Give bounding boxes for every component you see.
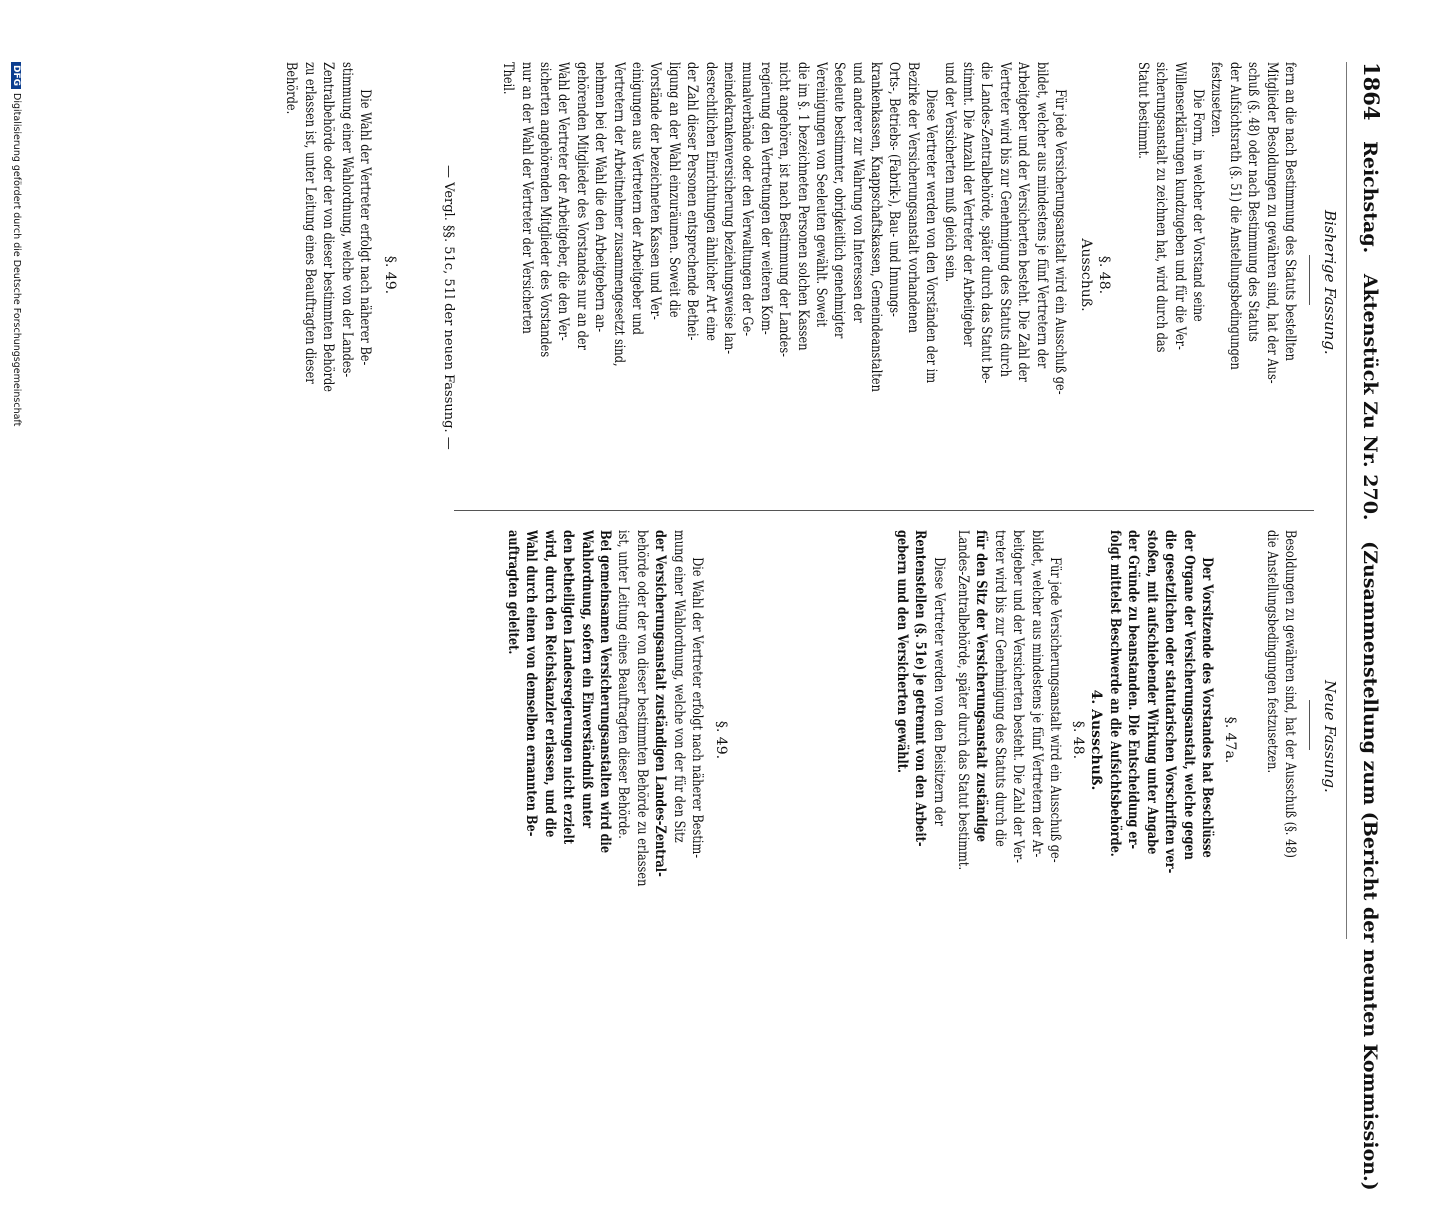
header-part: Reichstag.	[1359, 141, 1381, 254]
text-line: Mitglieder Besoldungen zu gewähren sind, hat der Aus-	[1263, 62, 1280, 384]
text-line: desrechtlichen Einrichtungen ähnlicher Art eine	[702, 62, 719, 341]
text-line: Diese Vertreter werden von den Vorständen der im	[923, 89, 940, 384]
right-column-title: Neue Fassung.	[1321, 680, 1339, 793]
text-line: für den Sitz der Versicherungsanstalt zuständige	[973, 530, 990, 842]
right-section-48-number: §. 48.	[1070, 720, 1086, 760]
text-line: Der Vorsitzende des Vorstandes hat Beschlüsse	[1199, 557, 1215, 858]
header-part: (Zusammenstellung zum (Bericht der neunten Kommission.)	[1359, 541, 1381, 1191]
text-line: nicht angehören, ist nach Bestimmung der Landes-	[776, 62, 793, 357]
text-line: Für jede Versicherungsanstalt wird ein Ausschuß ge-	[1052, 89, 1068, 395]
text-line: krankenkassen, Knappschaftskassen, Gemeindeanstalten	[868, 62, 885, 392]
text-line: auftragten geleitet.	[505, 530, 522, 655]
text-line: den betheiligten Landesregierungen nicht erzielt	[560, 530, 577, 845]
text-line: stimmt. Die Anzahl der Vertreter der Arbeitgeber	[960, 62, 977, 347]
right-title-rule	[1309, 700, 1310, 750]
right-section-48-text	[892, 530, 1064, 950]
text-line: regierung den Vertretungen der weiteren Kom-	[757, 62, 774, 335]
right-section-47a-text	[1106, 530, 1216, 950]
left-section-49-text	[282, 62, 374, 482]
text-line: ist, unter Leitung eines Beauftragten dieser Behörde.	[615, 530, 632, 839]
column-divider	[454, 510, 1314, 511]
text-line: munalverbände oder den Verwaltungen der Ge-	[739, 62, 756, 337]
text-line: der Versicherungsanstalt zuständigen Landes-Zentral-	[652, 530, 669, 877]
text-line: fern an die nach Bestimmung des Statuts bestellten	[1282, 62, 1298, 361]
text-line: nur an der Wahl der Vertreter der Versicherten	[518, 62, 535, 334]
text-line: Bei gemeinsamen Versicherungsanstalten wird die	[597, 530, 614, 854]
text-line: Vorstände der bezeichneten Kassen und Ver-	[647, 62, 664, 320]
text-line: Wahlordnung, sofern ein Einverständniß unter	[578, 530, 595, 829]
text-line: Zentralbehörde oder der von dieser bestimmten Behörde	[320, 62, 337, 392]
text-line: Arbeitgeber und der Versicherten besteht. Die Zahl der	[1015, 62, 1032, 382]
left-section-48-reference: — Vergl. §§. 51c, 51l der neuen Fassung. —	[441, 165, 456, 450]
text-line: gehörenden Mitglieder des Vorstandes nur an der	[573, 62, 590, 350]
left-section-48-title: Ausschuß.	[1078, 238, 1094, 312]
left-section-48-number: §. 48.	[1096, 255, 1112, 295]
header-part: Aktenstück Zu Nr. 270.	[1359, 273, 1381, 521]
digitization-credit	[11, 62, 22, 962]
text-line: treter wird bis zur Genehmigung des Statuts durch die	[991, 530, 1008, 847]
text-line: meindekrankenversicherung beziehungsweise lan-	[720, 62, 737, 355]
text-line: die im §. 1 bezeichneten Personen solchen Kassen	[794, 62, 811, 351]
text-line: sicherten angehörenden Mitglieder des Vorstandes	[537, 62, 554, 358]
text-line: behörde oder der von dieser bestimmten Behörde zu erlassen	[633, 530, 650, 887]
text-line: Orts-, Betriebs- (Fabrik-), Bau- und Innungs-	[886, 62, 903, 317]
text-line: Wahl der Vertreter der Arbeitgeber, die den Ver-	[555, 62, 572, 341]
text-line: Vertreter wird bis zur Genehmigung des Statuts durch	[996, 62, 1013, 377]
text-line: einigungen aus Vertretern der Arbeitgeber und	[629, 62, 646, 335]
right-intro	[1262, 530, 1299, 950]
text-line: zu erlassen ist, unter Leitung eines Beauftragten dieser	[301, 62, 318, 384]
text-line: beitgeber und der Versicherten besteht. Die Zahl der Ver-	[1010, 530, 1027, 864]
credit-text: Digitalisierung gefördert durch die Deutsche Forschungsgemeinschaft	[11, 93, 22, 427]
text-line: stimmung einer Wahlordnung, welche von der Landes-	[338, 62, 355, 378]
text-line: der Aufsichtsrath (§. 51) die Anstellungsbedingungen	[1226, 62, 1243, 370]
text-line: Diese Vertreter werden von den Beisitzern der	[930, 557, 947, 827]
text-line: Seeleute bestimmter, obrigkeitlich genehmigter	[831, 62, 848, 339]
text-line: ligung an der Wahl einzuräumen. Soweit die	[665, 62, 682, 318]
text-line: Willenserklärungen kundzugeben und für die Ver-	[1171, 62, 1188, 350]
dfg-logo-badge: DFG	[11, 62, 21, 89]
text-line: und anderer zur Wahrung von Interessen der	[849, 62, 866, 323]
page-number: 1864	[1359, 62, 1384, 121]
right-section-49-text	[504, 530, 706, 950]
text-line: Landes-Zentralbehörde, später durch das Statut bestimmt.	[955, 530, 972, 871]
text-line: festzusetzen.	[1208, 62, 1225, 138]
page-header	[1354, 62, 1384, 1191]
header-rule	[1346, 62, 1347, 939]
left-section-49-number: §. 49.	[382, 255, 398, 295]
text-line: die gesetzlichen oder statutarischen Vorschriften ver-	[1162, 530, 1179, 874]
text-line: Für jede Versicherungsanstalt wird ein Ausschuß ge-	[1047, 557, 1063, 863]
right-section-48-heading: 4. Ausschuß.	[1088, 689, 1104, 791]
left-intro	[1133, 62, 1299, 482]
text-line: mung einer Wahlordnung, welche von der für den Sitz	[670, 530, 687, 843]
right-section-49-number: §. 49.	[713, 720, 729, 760]
text-line: Theil.	[500, 62, 517, 95]
text-line: Rentenstellen (§. 51e) je getrennt von den Arbeit-	[912, 530, 929, 847]
text-line: die Anstellungsbedingungen festzusetzen.	[1263, 530, 1280, 774]
right-section-47a-number: §. 47a.	[1222, 716, 1238, 764]
text-line: Bezirke der Versicherungsanstalt vorhandenen	[904, 62, 921, 333]
text-line: der Zahl dieser Personen entsprechende Bethei-	[684, 62, 701, 341]
text-line: schuß (§. 48) oder nach Bestimmung des Statuts	[1245, 62, 1262, 342]
text-line: Die Wahl der Vertreter erfolgt nach näherer Be-	[357, 89, 373, 366]
text-line: sicherungsanstalt zu zeichnen hat, wird durch das	[1153, 62, 1170, 353]
text-line: stoßen, mit aufschiebender Wirkung unter Angabe	[1143, 530, 1160, 855]
text-line: bildet, welcher aus mindestens je fünf Vertretern der Ar-	[1028, 530, 1045, 858]
text-line: nehmen bei der Wahl die den Arbeitgebern an-	[592, 62, 609, 333]
text-line: Die Form, in welcher der Vorstand seine	[1190, 89, 1207, 322]
text-line: Vertretern der Arbeitnehmer zusammengesetzt sind,	[610, 62, 627, 367]
text-line: und der Versicherten muß gleich sein.	[941, 62, 958, 283]
text-line: Behörde.	[283, 62, 300, 115]
text-line: Die Wahl der Vertreter erfolgt nach näherer Bestim-	[689, 557, 705, 859]
text-line: bildet, welcher aus mindestens je fünf Vertretern der	[1033, 62, 1050, 369]
text-line: Statut bestimmt.	[1134, 62, 1151, 159]
left-section-48-text	[499, 62, 1069, 482]
text-line: Vereinigungen von Seeleuten gewählt. Soweit	[812, 62, 829, 328]
text-line: der Gründe zu beanstanden. Die Entscheidung er-	[1125, 530, 1142, 850]
text-line: Wahl durch einen von demselben ernannten Be-	[523, 530, 540, 837]
left-column-title: Bisherige Fassung.	[1321, 210, 1339, 355]
text-line: folgt mittelst Beschwerde an die Aufsichtsbehörde.	[1107, 530, 1124, 857]
text-line: die Landes-Zentralbehörde, später durch das Statut be-	[978, 62, 995, 384]
left-title-rule	[1309, 255, 1310, 305]
text-line: Besoldungen zu gewähren sind, hat der Ausschuß (§. 48)	[1282, 530, 1298, 858]
text-line: gebern und den Versicherten gewählt.	[893, 530, 910, 773]
text-line: der Organe der Versicherungsanstalt, welche gegen	[1180, 530, 1197, 860]
text-line: wird, durch den Reichskanzler erlassen, und die	[541, 530, 558, 838]
